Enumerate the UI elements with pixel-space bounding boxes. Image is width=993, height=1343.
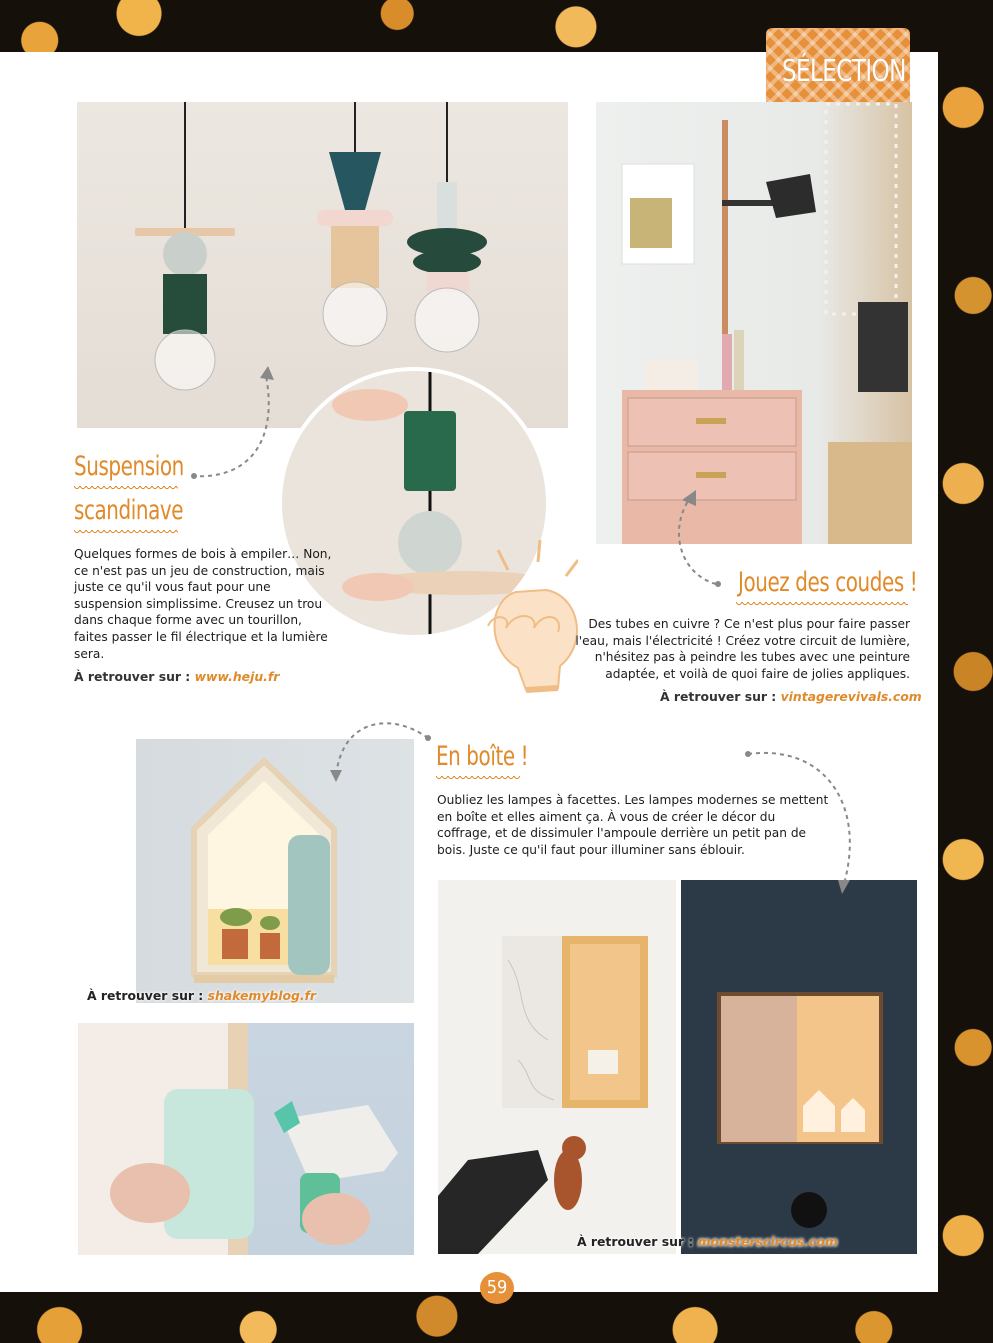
- box-lamp-dark-illustration: [681, 880, 917, 1254]
- section4-source-label: À retrouver sur :: [577, 1234, 694, 1249]
- photo-glue-gun-assembly: [78, 1023, 414, 1255]
- heading-underline-2: [736, 602, 908, 608]
- section2-source-link[interactable]: vintagerevivals.com: [780, 689, 922, 704]
- section4-source: [577, 1234, 838, 1249]
- section2-source: [660, 689, 922, 704]
- page-number: 59: [480, 1272, 514, 1304]
- section3-source: [87, 988, 316, 1003]
- photo-copper-sconce: [596, 102, 912, 544]
- dashed-arrow-2: [668, 490, 728, 590]
- section1-source: [74, 669, 279, 684]
- heading-en-boite: En boîte !: [436, 741, 529, 772]
- section3-body: Oubliez les lampes à facettes. Les lampes modernes se mettent en boîte et elles aiment ça. À vous de créer le décor du coffrage, et de dissimuler l'ampoule derrière un petit pan de bois. Juste ce qu'il faut pour illuminer sans éblouir.: [437, 793, 829, 857]
- banner-label: SÉLECTION: [781, 54, 906, 89]
- section2-source-label: À retrouver sur :: [660, 689, 777, 704]
- heading-suspension-line1: Suspension: [74, 451, 184, 482]
- section2-body: Des tubes en cuivre ? Ce n'est plus pour faire passer l'eau, mais l'électricité ! Créez votre circuit de lumière, n'hésitez pas à peindre les tubes avec une peinture adaptée, et voilà de quoi faire de jolies appliques.: [575, 617, 910, 681]
- heading-jouez-des-coudes: Jouez des coudes !: [738, 567, 918, 598]
- light-bulb-doodle: [468, 540, 578, 710]
- photo-marble-box-lamp-light: [438, 880, 676, 1254]
- dashed-arrow-1: [190, 366, 280, 482]
- photo-pendant-lamps: [77, 102, 568, 428]
- copper-sconce-illustration: [596, 102, 912, 544]
- section3-source-label: À retrouver sur :: [87, 988, 204, 1003]
- dashed-arrow-3: [332, 712, 432, 782]
- section3-source-link[interactable]: shakemyblog.fr: [207, 988, 317, 1003]
- section4-source-link[interactable]: monsterscircus.com: [697, 1234, 838, 1249]
- heading-underline-1a: [74, 486, 178, 492]
- pendant-lamps-illustration: [77, 102, 568, 428]
- heading-underline-1b: [74, 530, 178, 536]
- heading-underline-3: [436, 776, 520, 782]
- section1-source-link[interactable]: www.heju.fr: [194, 669, 280, 684]
- heading-suspension-line2: scandinave: [74, 495, 184, 526]
- section1-source-label: À retrouver sur :: [74, 669, 191, 684]
- photo-box-lamp-dark: [681, 880, 917, 1254]
- dashed-arrow-4: [744, 744, 854, 896]
- marble-box-light-illustration: [438, 880, 676, 1254]
- section1-body: Quelques formes de bois à empiler… Non, ce n'est pas un jeu de construction, mais juste ce qu'il vous faut pour une suspension simplissime. Creusez un trou dans chaque forme avec un tourillon, faites passer le fil électrique et la lumière sera.: [74, 547, 332, 661]
- glue-gun-illustration: [78, 1023, 414, 1255]
